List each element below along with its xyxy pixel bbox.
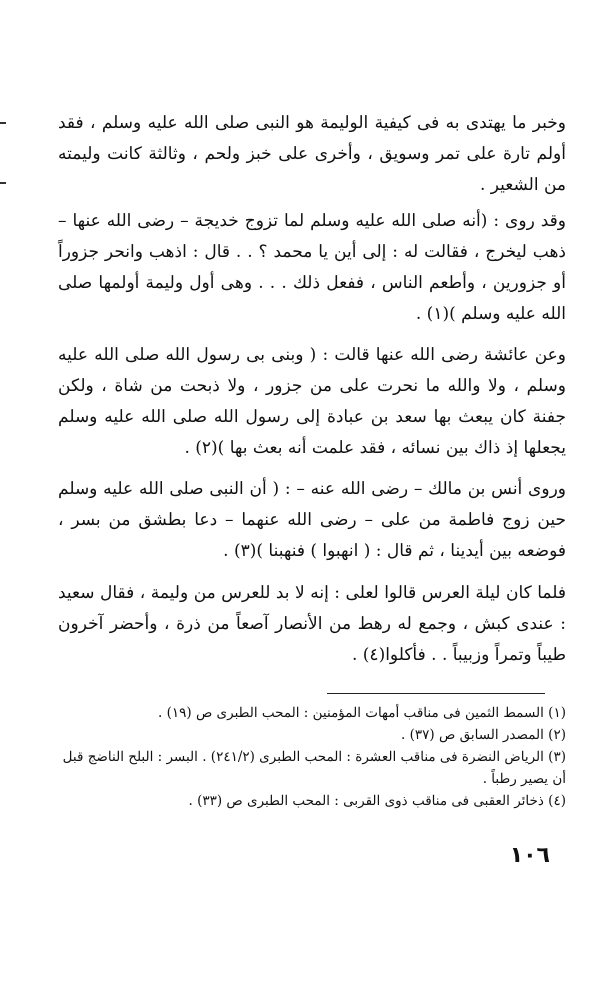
footnote-separator: [327, 693, 545, 694]
scan-margin-mark: [0, 122, 6, 124]
footnote-2: (٢) المصدر السابق ص (٣٧) .: [401, 727, 566, 743]
scan-margin-mark: [0, 182, 6, 184]
page-number: ١٠٦: [509, 843, 550, 868]
paragraph-2: وقد روى : (أنه صلى الله عليه وسلم لما تزوج خديجة – رضى الله عنها – ذهب ليخرج ، فقالت له : إلى أين يا محمد ؟ . . قال : اذهب وانحر جزوراً أو جزورين ، وأطعم الناس ، ففعل ذلك . . . وهى أول وليمة أولمها صلى الله عليه وسلم )(١) .: [58, 211, 566, 324]
paragraph-1: وخبر ما يهتدى به فى كيفية الوليمة هو النبى صلى الله عليه وسلم ، فقد أولم تارة على تمر وسويق ، وأخرى على خبز ولحم ، وثالثة كانت وليمته من الشعير .: [58, 113, 566, 195]
paragraph-5: فلما كان ليلة العرس قالوا لعلى : إنه لا بد للعرس من وليمة ، فقال سعيد : عندى كبش ، وجمع له رهط من الأنصار آصعاً من ذرة ، وأحضر آخرون طيباً وتمراً وزبيباً . . فأكلوا(٤) .: [58, 583, 566, 665]
footnote-4: (٤) ذخائر العقبى فى مناقب ذوى القربى : المحب الطبرى ص (٣٣) .: [188, 793, 566, 809]
footnote-3: (٣) الرياض النضرة فى مناقب العشرة : المحب الطبرى (٢٤١/٢) . البسر : البلح الناضج قبل أن يصير رطباً .: [62, 749, 566, 787]
paragraph-3: وعن عائشة رضى الله عنها قالت : ( وبنى بى رسول الله صلى الله عليه وسلم ، ولا والله ما نحرت على من جزور ، ولا ذبحت من شاة ، ولكن جفنة كان يبعث بها سعد بن عبادة إلى رسول الله صلى الله عليه وسلم يجعلها إذ ذاك بين نسائه ، فقد علمت أنه بعث بها )(٢) .: [58, 345, 566, 458]
footnote-1: (١) السمط الثمين فى مناقب أمهات المؤمنين : المحب الطبرى ص (١٩) .: [158, 705, 566, 721]
paragraph-4: وروى أنس بن مالك – رضى الله عنه – : ( أن النبى صلى الله عليه وسلم حين زوج فاطمة من على – رضى الله عنهما – دعا بطشق من بسر ، فوضعه بين أيدينا ، ثم قال : ( انهبوا ) فنهبنا )(٣) .: [58, 479, 566, 561]
footnotes: [58, 702, 566, 812]
